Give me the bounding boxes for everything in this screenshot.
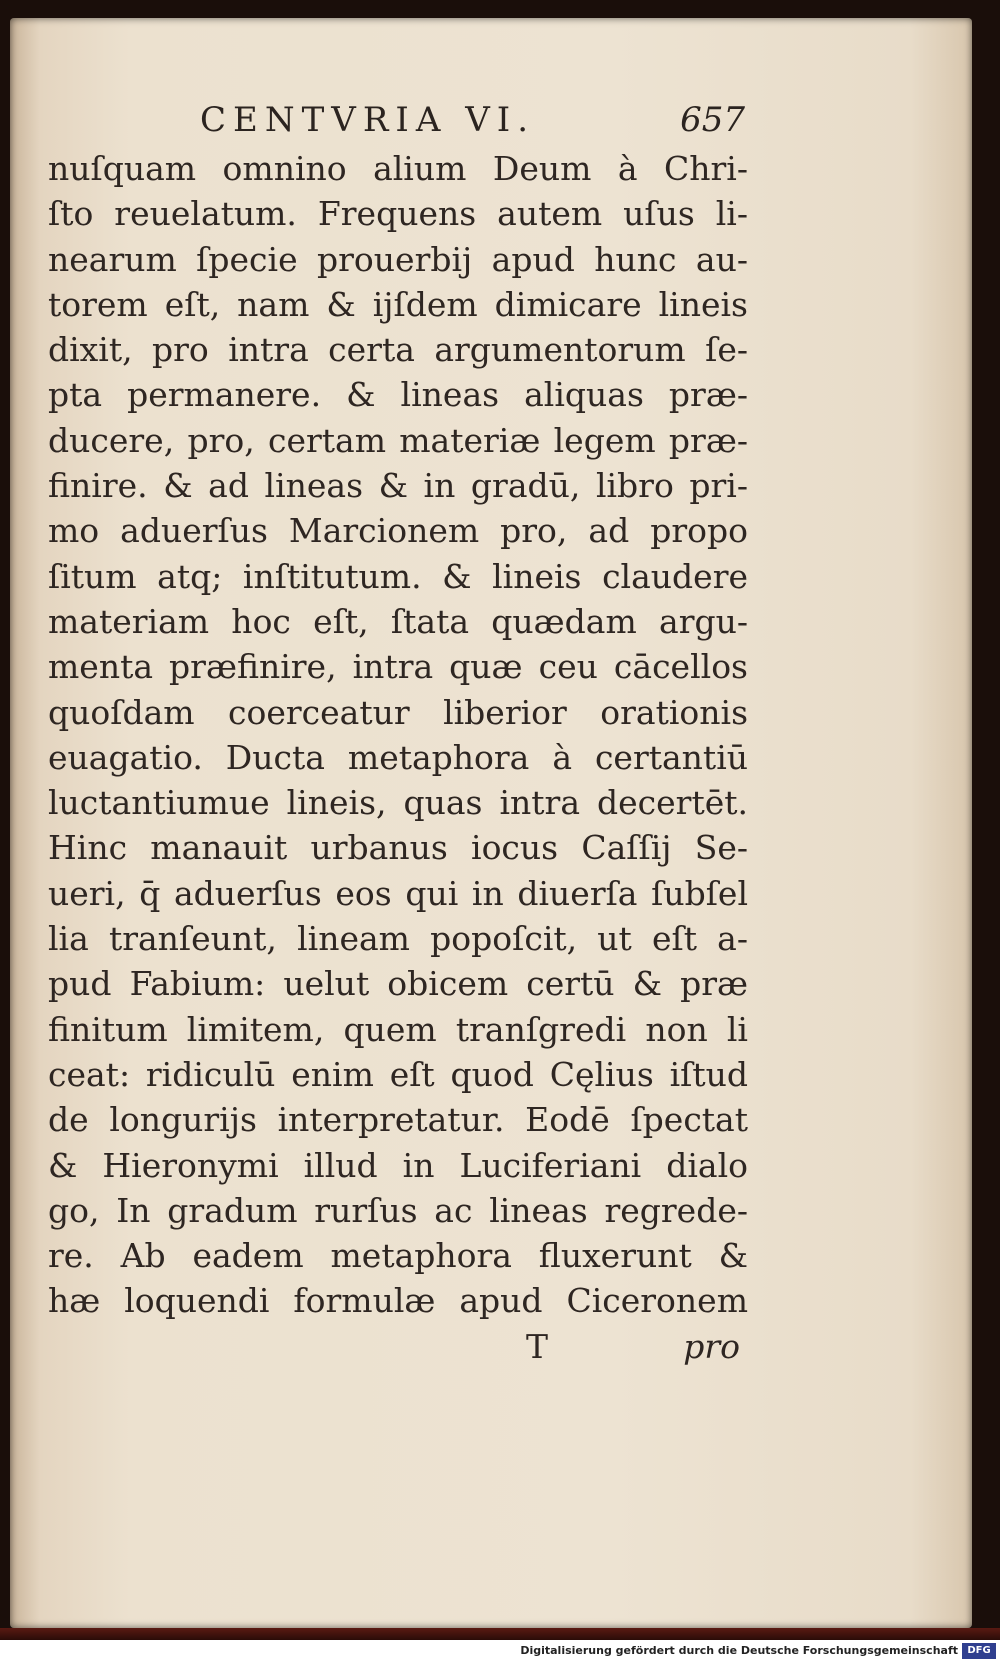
- text-line: euagatio. Ducta metaphora à certantiū: [48, 737, 748, 777]
- text-line: finitum limitem, quem tranſgredi non li: [48, 1009, 748, 1049]
- text-line: ueri, q̄ aduerſus eos qui in diuerſa ſubſel: [48, 873, 748, 913]
- dfg-logo-icon: DFG: [962, 1643, 996, 1659]
- running-title: CENTVRIA VI.: [200, 100, 535, 140]
- funding-credit: Digitalisierung gefördert durch die Deutsche Forschungsgemeinschaft: [520, 1644, 958, 1657]
- page-bottom-edge: [0, 1628, 1000, 1640]
- page-header: [200, 100, 745, 146]
- text-line: de longurijs interpretatur. Eodē ſpectat: [48, 1100, 748, 1140]
- text-line: go, In gradum rurſus ac lineas regrede-: [48, 1190, 748, 1230]
- text-line: pta permanere. & lineas aliquas præ-: [48, 375, 748, 415]
- text-line: ſto reuelatum. Frequens autem uſus li-: [48, 194, 748, 234]
- text-line: dixit, pro intra certa argumentorum ſe-: [48, 330, 748, 370]
- text-line: quoſdam coerceatur liberior orationis: [48, 692, 748, 732]
- footer-strip: [0, 1640, 1000, 1664]
- signature-mark: T: [526, 1327, 549, 1366]
- text-line: hæ loquendi formulæ apud Ciceronem: [48, 1281, 748, 1321]
- text-line: ducere, pro, certam materiæ legem præ-: [48, 420, 748, 460]
- catch-line: [48, 1327, 748, 1373]
- text-line: mo aduerſus Marcionem pro, ad propo: [48, 511, 748, 551]
- text-line: finire. & ad lineas & in gradū, libro pri-: [48, 466, 748, 506]
- text-line: torem eſt, nam & ijſdem dimicare lineis: [48, 284, 748, 324]
- text-line: ceat: ridiculū enim eſt quod Cęlius iſtud: [48, 1054, 748, 1094]
- text-line: nearum ſpecie prouerbij apud hunc au-: [48, 239, 748, 279]
- text-block: [48, 146, 748, 1324]
- text-line: nuſquam omnino alium Deum à Chri-: [48, 149, 748, 188]
- text-line: & Hieronymi illud in Luciferiani dialo: [48, 1145, 748, 1185]
- catchword: pro: [683, 1327, 740, 1366]
- text-line: re. Ab eadem metaphora fluxerunt &: [48, 1236, 748, 1276]
- text-line: luctantiumue lineis, quas intra decertēt.: [48, 783, 748, 823]
- text-line: pud Fabium: uelut obicem certū & præ: [48, 964, 748, 1004]
- page-number: 657: [680, 100, 745, 140]
- text-line: ſitum atq; inſtitutum. & lineis claudere: [48, 556, 748, 596]
- text-line: materiam hoc eſt, ſtata quædam argu-: [48, 601, 748, 641]
- text-line: Hinc manauit urbanus iocus Caſſij Se-: [48, 828, 748, 868]
- text-line: lia tranſeunt, lineam popoſcit, ut eſt a-: [48, 919, 748, 959]
- text-line: menta præfinire, intra quæ ceu cācellos: [48, 647, 748, 687]
